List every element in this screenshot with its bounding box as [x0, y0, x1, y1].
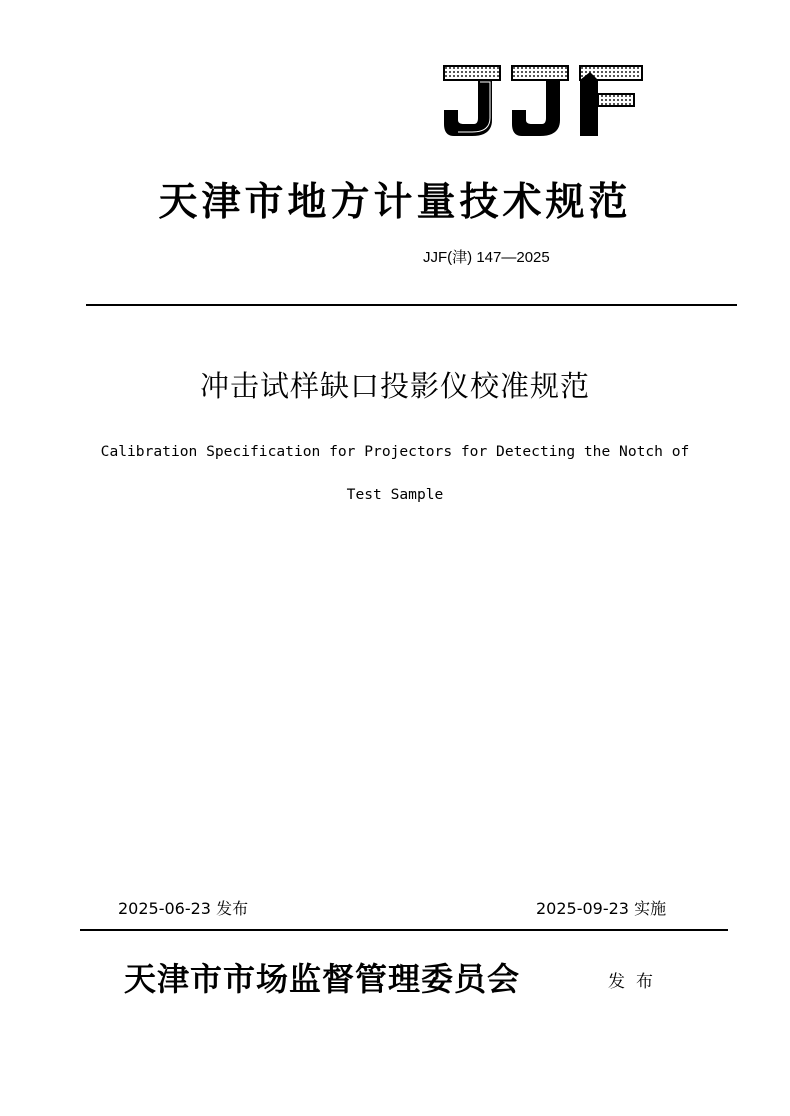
- logo-letter-j2: [512, 66, 568, 136]
- category-title: 天津市地方计量技术规范: [158, 179, 632, 225]
- publisher-name: 天津市市场监督管理委员会: [124, 960, 521, 998]
- standard-number: JJF(津) 147—2025: [423, 249, 550, 266]
- publish-label: 发布: [608, 972, 664, 992]
- main-title: 冲击试样缺口投影仪校准规范: [199, 369, 590, 403]
- implementation-date: 2025-09-23 实施: [536, 899, 667, 918]
- jjf-logo: [440, 62, 646, 142]
- english-title-line2: Test Sample: [346, 486, 444, 503]
- bottom-divider: [80, 929, 728, 931]
- english-title-line1: Calibration Specification for Projectors for Detecting the Notch of: [100, 443, 690, 460]
- top-divider: [86, 304, 737, 306]
- logo-letter-f: [580, 66, 642, 136]
- logo-letter-j1: [444, 66, 500, 136]
- issue-date: 2025-06-23 发布: [118, 899, 249, 918]
